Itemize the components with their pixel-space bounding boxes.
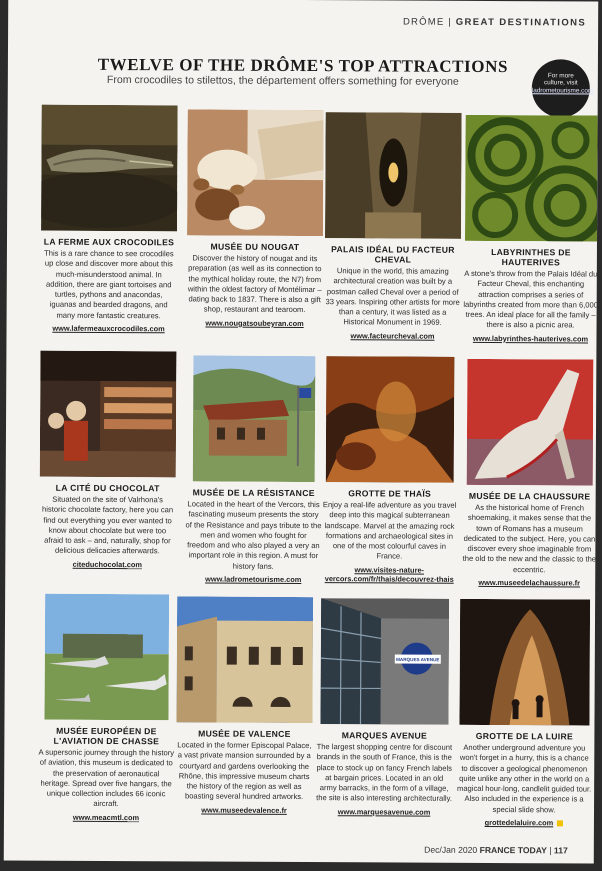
magazine-name: FRANCE TODAY xyxy=(479,844,547,856)
attraction-description: The largest shopping centre for discount brands in the south of France, this is the place to stock up on fancy French labels at bargain prices. Located in an old army barracks, in the form of a village, the site is also interesting architecturally. xyxy=(316,742,453,804)
aviation-museum-photo xyxy=(38,594,175,721)
attraction-title: LA FERME AUX CROCODILES xyxy=(43,236,175,248)
chocolate-shop-photo xyxy=(40,351,177,478)
shoe-photo xyxy=(462,359,599,486)
attraction-description: Located in the former Episcopal Palace, a vast private mansion surrounded by a courtyard and gardens overlooking the Rhône, this impressive museum charts the history of the region as well as boasting several hundred artworks. xyxy=(177,740,312,802)
page-title: TWELVE OF THE DRÔME'S TOP ATTRACTIONS xyxy=(97,54,509,77)
section-title: GREAT DESTINATIONS xyxy=(455,16,587,29)
attraction-link[interactable]: www.lafermeauxcrocodiles.com xyxy=(52,323,165,334)
attraction-description: A stone's throw from the Palais Idéal du Facteur Cheval, this enchanting attraction comprises a series of labyrinths created from more than 6,000 trees. An ideal place for all the family – there is also a picnic area. xyxy=(463,268,599,330)
attraction-link[interactable]: www.museedelachaussure.fr xyxy=(478,578,581,588)
luire-cave-photo xyxy=(456,599,593,726)
badge-line-1: For more xyxy=(547,72,574,80)
attraction-link[interactable]: citeduchocolat.com xyxy=(72,559,143,569)
page-number: 117 xyxy=(553,845,568,856)
attraction-card xyxy=(456,599,593,828)
attraction-description: Another underground adventure you won't forget in a hurry, this is a chance to discover a geological phenomenon quite unlike any other in the world on a magical hour-long, candlelit guided tour. Also included in the experience is a special slide show. xyxy=(456,742,592,815)
attraction-link[interactable]: www.visites-nature-vercors.com/fr/thais/decouvrez-thais xyxy=(324,565,454,585)
valence-museum-photo xyxy=(176,596,313,723)
attraction-title: MUSÉE DE LA RÉSISTANCE xyxy=(192,487,315,499)
attraction-card xyxy=(321,356,458,584)
attraction-card xyxy=(324,112,461,341)
attraction-card xyxy=(461,359,598,588)
attraction-title: LA CITÉ DU CHOCOLAT xyxy=(55,482,160,494)
section-name: DRÔME xyxy=(402,16,445,28)
issue-date: Dec/Jan 2020 xyxy=(424,844,478,855)
attraction-description: As the historical home of French shoemaking, it makes sense that the town of Romans has a museum dedicated to the subject. Here, you can discover every shoe imaginable from the old to the new and the classic to the eccentric. xyxy=(462,502,597,575)
resistance-museum-photo xyxy=(186,355,323,482)
thais-cave-photo xyxy=(322,356,459,483)
attraction-description: Enjoy a real-life adventure as you travel deep into this magical subterranean landscape. Marvel at the amazing rock formations and archaeological sites in one of the most colourful caves in France. xyxy=(322,500,457,562)
attraction-title: MARQUES AVENUE xyxy=(341,730,428,741)
attraction-link[interactable]: www.labyrinthes-hauterives.com xyxy=(472,333,589,344)
badge-link[interactable]: ladrometourisme.com xyxy=(531,87,594,95)
badge-line-2: culture, visit xyxy=(543,79,578,87)
labyrinth-photo xyxy=(463,115,598,242)
attraction-link[interactable] xyxy=(456,818,592,828)
attraction-link[interactable]: www.marquesavenue.com xyxy=(337,806,431,817)
attraction-description: Discover the history of nougat and its preparation (as well as its connection to the mythical holiday route, the N7) from within the oldest factory of Montélimar – dating back to 1837. There is also a gift shop, restaurant and tearoom. xyxy=(187,253,322,315)
attraction-title: MUSÉE EUROPÉEN DE L'AVIATION DE CHASSE xyxy=(53,725,160,747)
page-subtitle: From crocodiles to stilettos, the département offers something for everyone xyxy=(106,73,459,88)
end-mark xyxy=(557,820,563,826)
attraction-card xyxy=(462,115,598,344)
marques-avenue-sign: MARQUES AVENUE xyxy=(396,657,440,663)
attraction-card xyxy=(176,596,313,815)
attraction-title: GROTTE DE LA LUIRE xyxy=(475,730,574,742)
info-badge xyxy=(531,59,594,117)
attraction-card xyxy=(41,105,178,334)
attraction-card xyxy=(187,109,324,328)
attraction-link[interactable]: www.ladrometourisme.com xyxy=(205,574,302,585)
magazine-page xyxy=(4,0,599,864)
attraction-link[interactable]: www.museedevalence.fr xyxy=(201,805,287,815)
nougat-photo xyxy=(187,109,324,236)
palais-ideal-photo xyxy=(325,112,462,239)
attraction-title: LABYRINTHES DE HAUTERIVES xyxy=(491,246,571,268)
attraction-link[interactable]: www.meacmtl.com xyxy=(72,812,140,822)
attraction-card xyxy=(316,598,453,817)
attraction-title: PALAIS IDÉAL DU FACTEUR CHEVAL xyxy=(331,244,455,265)
crocodile-photo xyxy=(41,105,178,232)
attraction-title: MUSÉE DE VALENCE xyxy=(198,728,291,739)
attraction-link[interactable]: www.facteurcheval.com xyxy=(350,331,435,341)
attraction-title: MUSÉE DE LA CHAUSSURE xyxy=(468,490,591,502)
attraction-link-text[interactable]: grottedelaluire.com xyxy=(484,818,554,828)
attraction-description: Unique in the world, this amazing architectural creation was built by a postman called Cheval over a period of 33 years. Inspiring other artists for more than a century, it was listed as a Historical Monument in 1969. xyxy=(325,266,460,328)
footer-separator: | xyxy=(549,845,552,856)
attraction-title: MUSÉE DU NOUGAT xyxy=(210,241,300,252)
attraction-card xyxy=(185,355,322,584)
attraction-description: A supersonic journey through the history of aviation, this museum is dedicated to the preservation of aeronautical heritage. Spread over five hangars, the unique collection includes 66 iconic aircraft. xyxy=(38,747,175,809)
running-head xyxy=(403,17,586,29)
attraction-description: Located in the heart of the Vercors, this fascinating museum presents the story of the Resistance and pays tribute to the men and women who fought for freedom and who also played a very an important role in this region. A must for history fans. xyxy=(185,499,322,571)
attraction-card xyxy=(38,594,175,823)
attraction-card xyxy=(39,351,176,570)
attraction-link[interactable]: www.nougatsoubeyran.com xyxy=(205,318,304,328)
attraction-title: GROTTE DE THAÏS xyxy=(348,488,432,499)
page-footer xyxy=(424,845,568,856)
section-separator: | xyxy=(448,16,452,28)
attraction-description: This is a rare chance to see crocodiles up close and discover more about this much-misunderstood animal. In addition, there are giant tortoises and turtles, pythons and anacondas, iguanas and bearded dragons, and many more fantastic creatures. xyxy=(44,248,174,321)
attraction-description: Situated on the site of Valrhona's historic chocolate factory, here you can find out everything you ever wanted to know about chocolate but were too afraid to ask – and, naturally, shop for delicious delicacies afterwards. xyxy=(41,494,174,556)
marques-avenue-photo xyxy=(316,598,453,725)
